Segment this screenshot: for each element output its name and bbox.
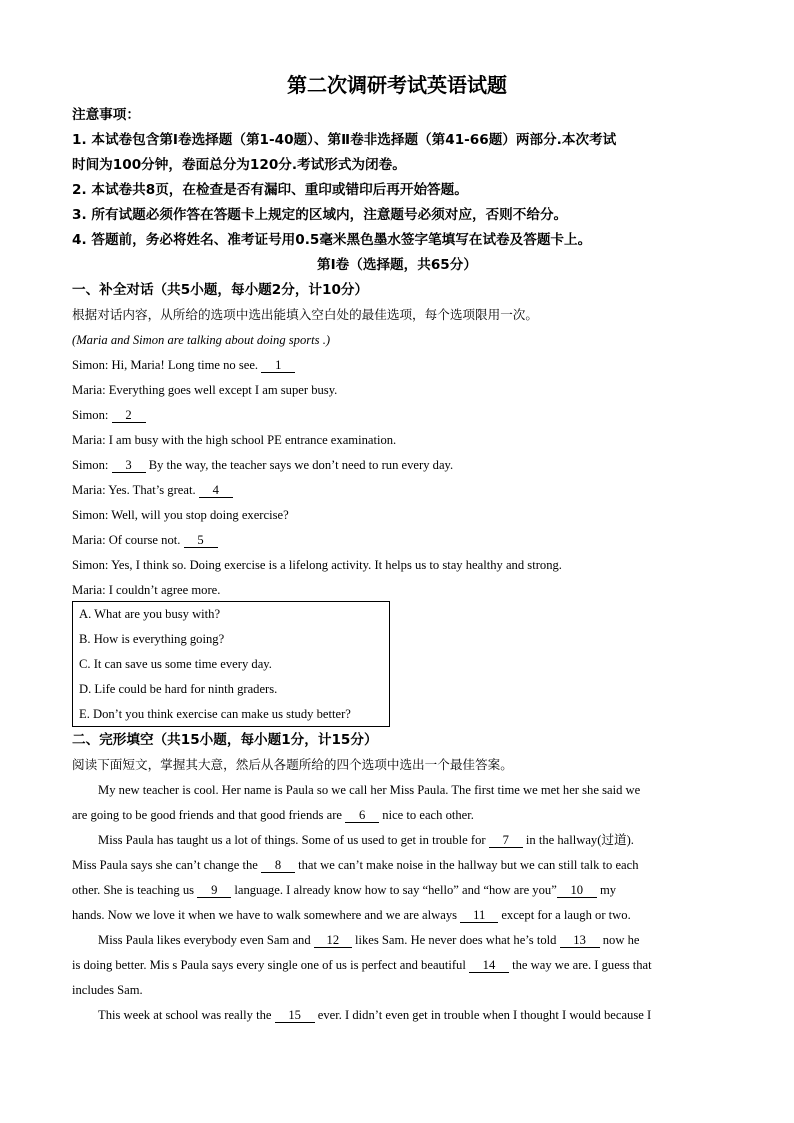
blank-2[interactable]: 2 xyxy=(112,408,146,423)
blank-8[interactable]: 8 xyxy=(261,858,295,873)
passage-line: is doing better. Mis s Paula says every single one of us is perfect and beautiful 14 the way we are. I guess that xyxy=(72,958,652,972)
blank-1[interactable]: 1 xyxy=(261,358,295,373)
dialog-line: Simon: 2 xyxy=(72,407,146,423)
blank-4[interactable]: 4 xyxy=(199,483,233,498)
blank-14[interactable]: 14 xyxy=(469,958,509,973)
option-b: B. How is everything going? xyxy=(79,632,225,646)
dialog-line: Maria: Yes. That’s great. 4 xyxy=(72,482,233,498)
passage xyxy=(72,778,722,1028)
volume-heading: 第Ⅰ卷（选择题，共65分） xyxy=(317,257,477,273)
option-d: D. Life could be hard for ninth graders. xyxy=(79,682,278,696)
section2-heading: 二、完形填空（共15小题，每小题1分，计15分） xyxy=(72,732,378,748)
passage-line: Miss Paula says she can’t change the 8 that we can’t make noise in the hallway but we can still talk to each xyxy=(72,858,639,872)
dialog-line: Maria: Everything goes well except I am super busy. xyxy=(72,383,338,397)
blank-3[interactable]: 3 xyxy=(112,458,146,473)
notice-item: 4. 答题前，务必将姓名、准考证号用0.5毫米黑色墨水签字笔填写在试卷及答题卡上。 xyxy=(72,232,592,248)
options-box xyxy=(72,601,390,727)
passage-line: other. She is teaching us 9 language. I already know how to say “hello” and “how are you” 10 my xyxy=(72,883,617,897)
notice-item: 2. 本试卷共8页，在检查是否有漏印、重印或错印后再开始答题。 xyxy=(72,182,468,198)
option-c: C. It can save us some time every day. xyxy=(79,657,272,671)
passage-line: My new teacher is cool. Her name is Paula so we call her Miss Paula. The first time we met her she said we xyxy=(98,783,641,797)
blank-11[interactable]: 11 xyxy=(460,908,498,923)
passage-line: are going to be good friends and that good friends are 6 nice to each other. xyxy=(72,808,474,822)
dialog-line: Simon: Yes, I think so. Doing exercise is a lifelong activity. It helps us to stay healthy and strong. xyxy=(72,558,562,572)
passage-line: Miss Paula has taught us a lot of things. Some of us used to get in trouble for 7 in the hallway(过道). xyxy=(98,833,634,847)
passage-line: This week at school was really the 15 ever. I didn’t even get in trouble when I thought I would because I xyxy=(98,1008,652,1022)
option-e: E. Don’t you think exercise can make us study better? xyxy=(79,707,351,721)
dialog-context: (Maria and Simon are talking about doing sports .) xyxy=(72,333,331,347)
blank-13[interactable]: 13 xyxy=(560,933,600,948)
page-title: 第二次调研考试英语试题 xyxy=(287,73,507,97)
notice-item: 时间为100分钟，卷面总分为120分.考试形式为闭卷。 xyxy=(72,157,406,173)
section1-instruction: 根据对话内容，从所给的选项中选出能填入空白处的最佳选项，每个选项限用一次。 xyxy=(72,307,538,322)
dialog-line: Simon: Hi, Maria! Long time no see. 1 xyxy=(72,357,295,373)
notice-item: 1. 本试卷包含第Ⅰ卷选择题（第1-40题）、第Ⅱ卷非选择题（第41-66题）两部分.本次考试 xyxy=(72,132,617,148)
blank-9[interactable]: 9 xyxy=(197,883,231,898)
blank-5[interactable]: 5 xyxy=(184,533,218,548)
section2-instruction: 阅读下面短文，掌握其大意，然后从各题所给的四个选项中选出一个最佳答案。 xyxy=(72,757,513,772)
dialog-line: Simon: 3 By the way, the teacher says we don’t need to run every day. xyxy=(72,458,454,472)
blank-10[interactable]: 10 xyxy=(557,883,597,898)
blank-7[interactable]: 7 xyxy=(489,833,523,848)
option-a: A. What are you busy with? xyxy=(79,607,221,621)
passage-line: Miss Paula likes everybody even Sam and 12 likes Sam. He never does what he’s told 13 now he xyxy=(98,933,640,947)
passage-line: hands. Now we love it when we have to walk somewhere and we are always 11 except for a laugh or two. xyxy=(72,908,631,922)
dialog-line: Simon: Well, will you stop doing exercise? xyxy=(72,508,289,522)
passage-line: includes Sam. xyxy=(72,983,143,997)
blank-12[interactable]: 12 xyxy=(314,933,352,948)
dialog-line: Maria: I couldn’t agree more. xyxy=(72,583,221,597)
dialog-line: Maria: I am busy with the high school PE entrance examination. xyxy=(72,433,397,447)
blank-15[interactable]: 15 xyxy=(275,1008,315,1023)
blank-6[interactable]: 6 xyxy=(345,808,379,823)
section1-heading: 一、补全对话（共5小题，每小题2分，计10分） xyxy=(72,282,369,298)
dialog-line: Maria: Of course not. 5 xyxy=(72,532,218,548)
notice-heading: 注意事项： xyxy=(72,107,140,123)
notice-item: 3. 所有试题必须作答在答题卡上规定的区域内，注意题号必须对应，否则不给分。 xyxy=(72,207,568,223)
